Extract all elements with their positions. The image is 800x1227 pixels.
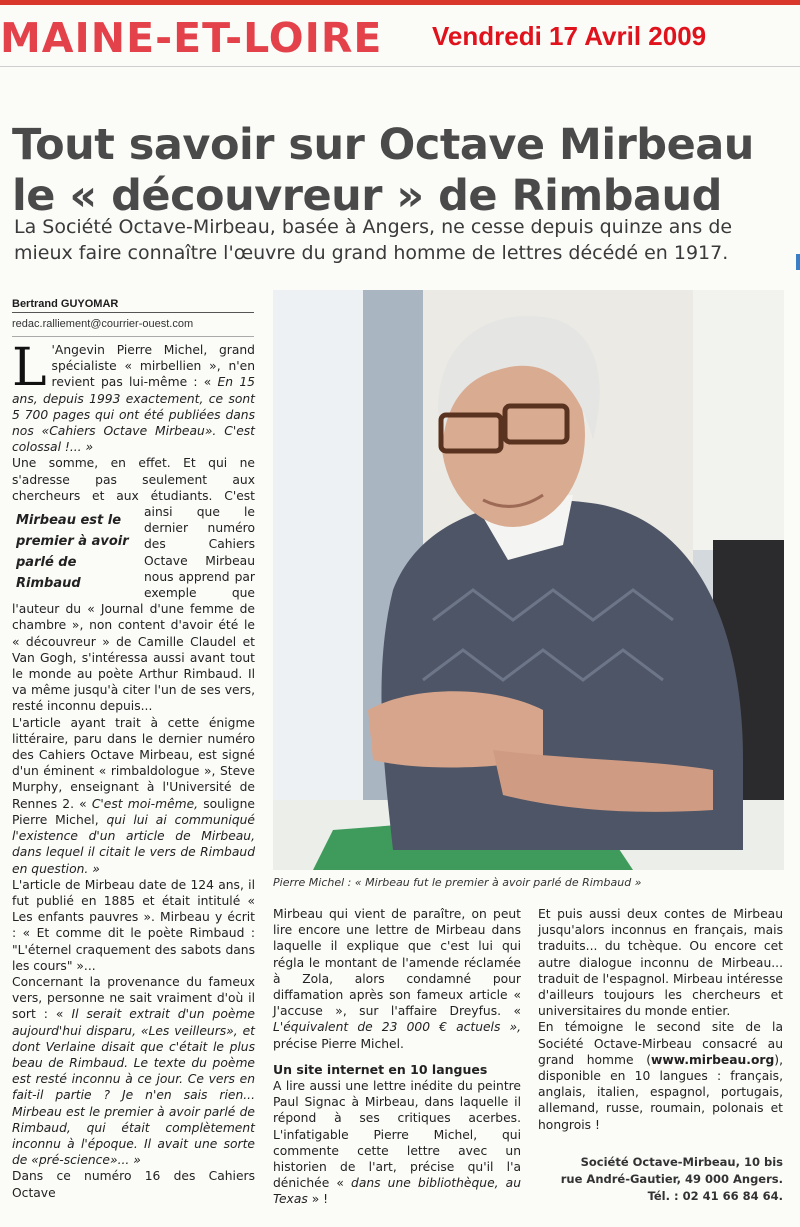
text-run: précise Pierre Michel. [273, 1036, 404, 1051]
text-run: Une somme, en effet. Et qui ne s'adresse pas seulement aux chercheurs et aux étudiants. C'est ainsi [12, 456, 255, 520]
photo-caption: Pierre Michel : « Mirbeau fut le premier à avoir parlé de Rimbaud » [273, 876, 642, 889]
text-run: que le dernier numéro des Cahiers Octave Mirbeau nous apprend par exemple que l'auteur du « Journal d'une femme de chambre », non content d'avoir été le « découvreur » de Camille Claudel et Van Gogh, s'intéressa aussi avant tout le monde au poète Arthur Rimbaud. Il va même jusqu'à citer l'un de ses vers, resté inconnu depuis... [12, 505, 255, 714]
quote-run: Il serait extrait d'un poème aujourd'hui disparu, «Les veilleurs», et dont Verlaine disait que c'était le plus beau de Rimbaud. Le texte du poème est resté inconnu à ce jour. Ce vers en fait-il partie ? Je n'en sais rien... Mirbeau est le premier à avoir parlé de Rimbaud, qui était complètement inconnu à l'époque. Il avait une sorte de «pré-science»... » [12, 1007, 255, 1168]
text-run: En témoigne le second site de la Société Octave-Mirbeau consacré au grand homme ( [538, 1020, 783, 1067]
text-run: Concernant la provenance du fameux vers, personne ne sait vraiment d'où il sort : « [12, 974, 255, 1022]
section-title: MAINE-ET-LOIRE [0, 14, 383, 62]
article-column-3 [538, 906, 783, 1132]
headline [12, 120, 792, 222]
byline-author: Bertrand GUYOMAR [12, 298, 254, 313]
website-url: www.mirbeau.org [651, 1052, 775, 1067]
text-run: » ! [311, 1192, 329, 1207]
article-column-1 [12, 338, 255, 1212]
contact-line: rue André-Gautier, 49 000 Angers. [560, 1172, 783, 1186]
quote-run: En 15 ans, depuis 1993 exactement, ce sont 5 700 pages qui ont été publiées dans nos «Cahiers Octave Mirbeau». C'est colossal !... » [12, 375, 255, 455]
portrait-photo [273, 290, 784, 870]
pull-quote: Mirbeau est le premier à avoir parlé de Rimbaud [16, 513, 129, 592]
drop-cap: L [12, 338, 47, 398]
paragraph [273, 1078, 521, 1208]
issue-date: Vendredi 17 Avril 2009 [432, 21, 707, 51]
quote-run: C'est moi-même, [91, 796, 199, 811]
paragraph [12, 715, 255, 877]
text-run: L'article ayant trait à cette énigme littéraire, paru dans le dernier numéro des Cahiers Octave Mirbeau, est signé d'un éminent « rimbaldologue », Steve Murphy, enseignant à l'Université de Rennes 2. « [12, 715, 255, 811]
contact-line: Tél. : 02 41 66 84 64. [647, 1189, 783, 1203]
article-column-2 [273, 906, 521, 1212]
paragraph [12, 455, 255, 714]
subheading: Un site internet en 10 langues [273, 1061, 488, 1077]
byline-email: redac.ralliement@courrier-ouest.com [12, 318, 254, 337]
quote-run: L'équivalent de 23 000 € actuels », [273, 1020, 521, 1035]
edge-mark [796, 254, 800, 270]
society-contact [538, 1154, 783, 1205]
text-run: souligne Pierre Michel, [12, 796, 255, 827]
headline-line-2: le « découvreur » de Rimbaud [12, 171, 722, 221]
text-run: A lire aussi une lettre inédite du peintre Paul Signac à Mirbeau, dans laquelle il répond à ses critiques acerbes. L'infatigable Pierre Michel, qui commente cette lettre avec un historien de l'art, précise qu'il l'a dénichée « [273, 1079, 521, 1191]
masthead-divider [0, 66, 800, 67]
paragraph [538, 1019, 783, 1132]
quote-run: dans une bibliothèque, au Texas [273, 1176, 521, 1207]
top-red-rule [0, 0, 800, 5]
paragraph: L'article de Mirbeau date de 124 ans, il fut publié en 1885 et était intitulé « Les enfants pauvres ». Mirbeau y écrit : « Et comme dit le poète Rimbaud : "L'éternel craquement des sabots dans les cours" »... [12, 877, 255, 973]
text-run: ), disponible en 10 langues : français, anglais, italien, espagnol, portugais, allemand, russe, roumain, polonais et hongrois ! [538, 1052, 783, 1132]
paragraph: Et puis aussi deux contes de Mirbeau jusqu'alors inconnus en français, mais traduits... du tchèque. Ou encore cet autre dialogue inconnu de Mirbeau... traduit de l'espagnol. Mirbeau intéresse d'ailleurs toujours les chercheurs et universitaires du monde entier. [538, 907, 783, 1019]
article-deck: La Société Octave-Mirbeau, basée à Angers, ne cesse depuis quinze ans de mieux faire connaître l'œuvre du grand homme de lettres décédé en 1917. [14, 216, 733, 264]
paragraph [273, 906, 521, 1052]
paragraph [12, 974, 255, 1168]
text-run: Mirbeau qui vient de paraître, on peut lire encore une lettre de Mirbeau dans laquelle il explique que c'est lui qui régla le montant de l'amende réclamée à Zola, alors condamné pour diffamation après son fameux article « J'accuse », sur l'affaire Dreyfus. « [273, 907, 521, 1019]
headline-line-1: Tout savoir sur Octave Mirbeau [12, 120, 754, 170]
text-run: 'Angevin Pierre Michel, grand spécialiste « mirbellien », n'en revient pas lui-même : « [51, 343, 255, 390]
contact-line: Société Octave-Mirbeau, 10 bis [580, 1155, 783, 1169]
quote-run: qui lui ai communiqué l'existence d'un article de Mirbeau, dans lequel il citait le vers de Rimbaud en question. » [12, 812, 255, 876]
paragraph: Dans ce numéro 16 des Cahiers Octave [12, 1169, 255, 1200]
paragraph [12, 338, 255, 455]
portrait-illustration [273, 290, 784, 870]
